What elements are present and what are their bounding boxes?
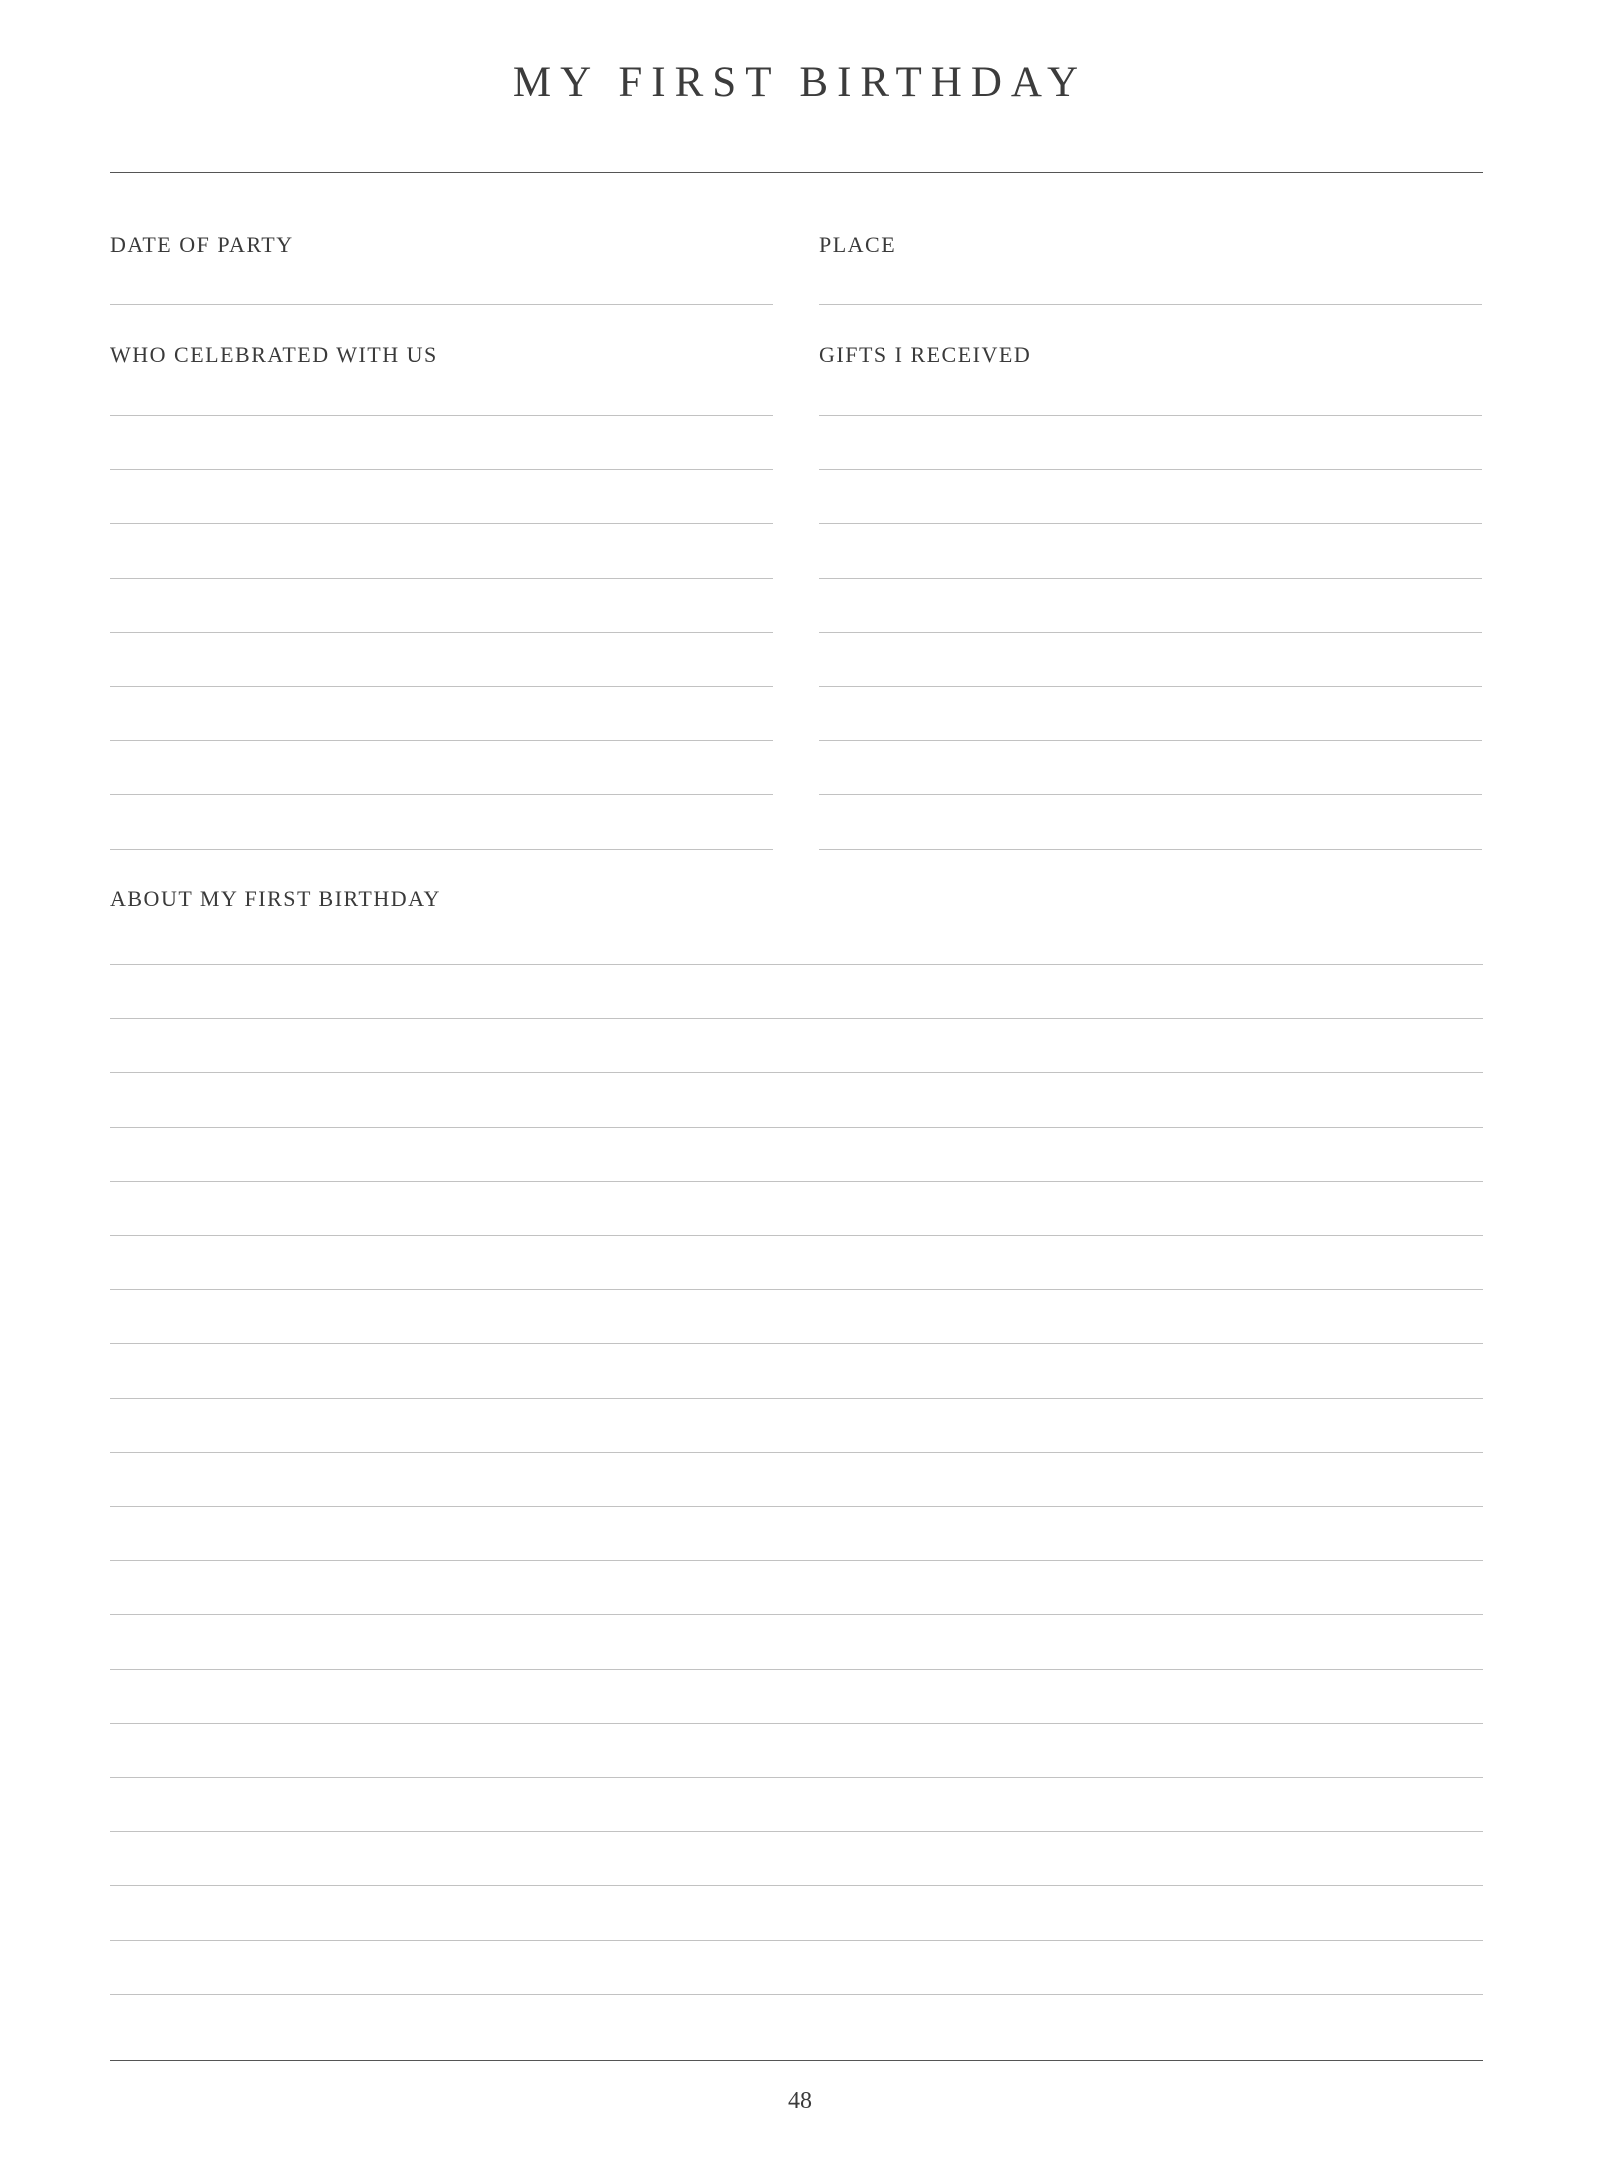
about-birthday-line[interactable] (110, 1216, 1483, 1236)
about-birthday-line[interactable] (110, 1162, 1483, 1182)
who-celebrated-line[interactable] (110, 830, 773, 850)
about-birthday-line[interactable] (110, 1108, 1483, 1128)
footer-divider (110, 2060, 1483, 2061)
date-of-party-field[interactable] (110, 285, 773, 305)
about-birthday-line[interactable] (110, 1487, 1483, 1507)
date-of-party-label: DATE OF PARTY (110, 232, 294, 257)
gifts-received-line[interactable] (819, 396, 1482, 416)
who-celebrated-line[interactable] (110, 721, 773, 741)
about-birthday-line[interactable] (110, 999, 1483, 1019)
gifts-received-line[interactable] (819, 450, 1482, 470)
who-celebrated-line[interactable] (110, 775, 773, 795)
who-celebrated-line[interactable] (110, 613, 773, 633)
who-celebrated-line[interactable] (110, 450, 773, 470)
about-birthday-line[interactable] (110, 1324, 1483, 1344)
about-birthday-line[interactable] (110, 1758, 1483, 1778)
gifts-received-line[interactable] (819, 775, 1482, 795)
about-birthday-line[interactable] (110, 1866, 1483, 1886)
about-birthday-line[interactable] (110, 1053, 1483, 1073)
gifts-received-label: GIFTS I RECEIVED (819, 342, 1032, 367)
gifts-received-line[interactable] (819, 721, 1482, 741)
about-birthday-line[interactable] (110, 1650, 1483, 1670)
about-birthday-line[interactable] (110, 1975, 1483, 1995)
about-birthday-line[interactable] (110, 1921, 1483, 1941)
who-celebrated-line[interactable] (110, 504, 773, 524)
gifts-received-line[interactable] (819, 830, 1482, 850)
gifts-received-line[interactable] (819, 667, 1482, 687)
page-title: MY FIRST BIRTHDAY (512, 59, 1088, 106)
about-birthday-line[interactable] (110, 1541, 1483, 1561)
gifts-received-line[interactable] (819, 504, 1482, 524)
place-label: PLACE (819, 232, 897, 257)
who-celebrated-line[interactable] (110, 559, 773, 579)
gifts-received-line[interactable] (819, 613, 1482, 633)
who-celebrated-line[interactable] (110, 667, 773, 687)
gifts-received-line[interactable] (819, 559, 1482, 579)
about-birthday-label: ABOUT MY FIRST BIRTHDAY (110, 886, 441, 911)
about-birthday-line[interactable] (110, 1812, 1483, 1832)
about-birthday-line[interactable] (110, 1704, 1483, 1724)
page-number: 48 (788, 2088, 812, 2114)
header-divider (110, 172, 1483, 173)
who-celebrated-line[interactable] (110, 396, 773, 416)
who-celebrated-label: WHO CELEBRATED WITH US (110, 342, 438, 367)
about-birthday-line[interactable] (110, 1595, 1483, 1615)
about-birthday-line[interactable] (110, 945, 1483, 965)
about-birthday-line[interactable] (110, 1379, 1483, 1399)
about-birthday-line[interactable] (110, 1270, 1483, 1290)
about-birthday-line[interactable] (110, 1433, 1483, 1453)
place-field[interactable] (819, 285, 1482, 305)
